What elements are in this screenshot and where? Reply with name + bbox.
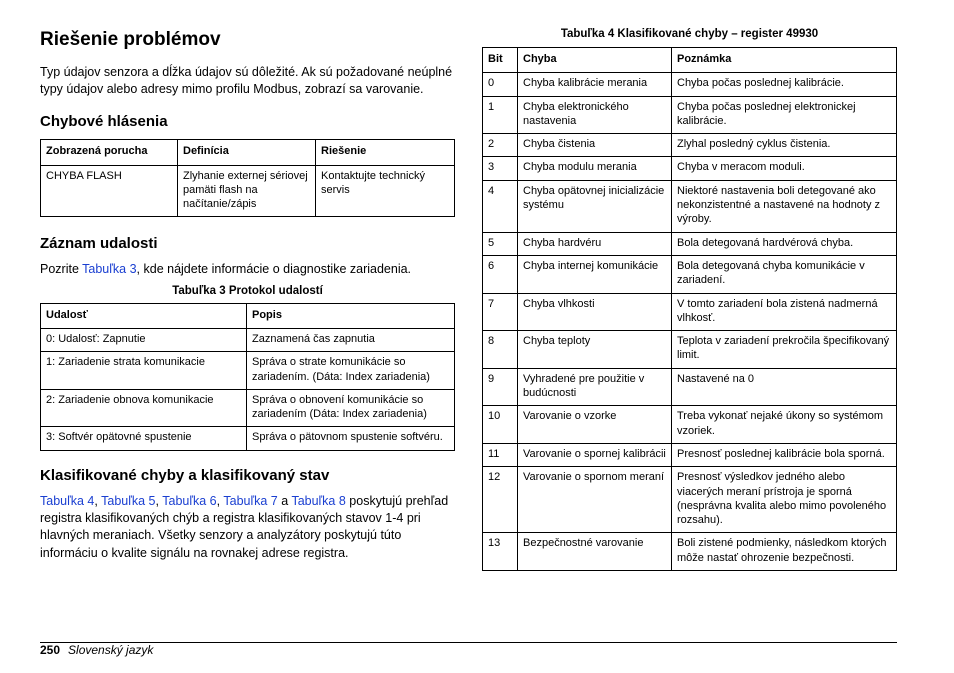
separator: , xyxy=(216,493,224,508)
table-cell: 6 xyxy=(483,255,518,293)
table-row xyxy=(483,255,897,293)
paragraph-text: Pozrite xyxy=(40,262,83,277)
table-3-caption: Tabuľka 3 Protokol udalostí xyxy=(172,284,323,297)
column-header: Popis xyxy=(247,303,455,328)
table-cell: Chyba vlhkosti xyxy=(518,293,672,331)
separator: a xyxy=(277,493,292,508)
column-header: Bit xyxy=(483,48,518,73)
table-cell: Chyba počas poslednej elektronickej kalibrácie. xyxy=(672,96,897,134)
table-row xyxy=(483,134,897,157)
table-cell: 10 xyxy=(483,406,518,444)
table-cell: 12 xyxy=(483,467,518,533)
table-cell: 2: Zariadenie obnova komunikacie xyxy=(41,389,247,427)
table-cell: Chyba modulu merania xyxy=(518,157,672,180)
table-cell: 13 xyxy=(483,533,518,571)
table-cell: Chyba kalibrácie merania xyxy=(518,73,672,96)
table-row xyxy=(41,165,455,217)
event-log-table xyxy=(40,303,455,451)
table-header-row xyxy=(483,48,897,73)
table-8-link[interactable]: Tabuľka 8 xyxy=(291,493,346,508)
classified-errors-table xyxy=(482,47,897,571)
table-3-link[interactable]: Tabuľka 3 xyxy=(82,262,137,277)
table-5-link[interactable]: Tabuľka 5 xyxy=(101,493,156,508)
table-cell: Bezpečnostné varovanie xyxy=(518,533,672,571)
table-row xyxy=(483,443,897,466)
table-cell: 1 xyxy=(483,96,518,134)
table-cell: Niektoré nastavenia boli detegované ako nekonzistentné a nastavené na hodnoty z výroby. xyxy=(672,180,897,232)
table-row xyxy=(41,427,455,450)
table-4-link[interactable]: Tabuľka 4 xyxy=(40,493,95,508)
left-column xyxy=(40,28,455,562)
page-heading: Riešenie problémov xyxy=(40,29,221,50)
column-header: Definícia xyxy=(178,140,316,165)
intro-paragraph: Typ údajov senzora a dĺžka údajov sú dôležité. Ak sú požadované neúplné typy údajov alebo adresy mimo profilu Modbus, zobrazí sa varovanie. xyxy=(40,64,453,96)
table-cell: Teplota v zariadení prekročila špecifikovaný limit. xyxy=(672,331,897,369)
separator: , xyxy=(94,493,102,508)
column-header: Chyba xyxy=(518,48,672,73)
table-cell: Varovanie o spornej kalibrácii xyxy=(518,443,672,466)
footer-divider xyxy=(40,642,897,643)
table-row xyxy=(483,467,897,533)
error-messages-table xyxy=(40,139,455,217)
table-cell: Boli zistené podmienky, následkom ktorých môže nastať ohrozenie bezpečnosti. xyxy=(672,533,897,571)
table-4-caption: Tabuľka 4 Klasifikované chyby – register 49930 xyxy=(560,28,819,40)
table-header-row xyxy=(41,140,455,165)
right-column xyxy=(482,28,897,571)
table-7-link[interactable]: Tabuľka 7 xyxy=(223,493,278,508)
table-cell: 4 xyxy=(483,180,518,232)
page-number: 250 xyxy=(40,643,61,657)
table-cell: 1: Zariadenie strata komunikacie xyxy=(41,352,247,390)
separator: , xyxy=(155,493,163,508)
event-log-heading: Záznam udalosti xyxy=(40,235,158,253)
table-cell: 3: Softvér opätovné spustenie xyxy=(41,427,247,450)
table-row xyxy=(483,157,897,180)
event-log-paragraph xyxy=(40,261,455,278)
footer-language: Slovenský jazyk xyxy=(68,643,154,657)
table-row xyxy=(483,533,897,571)
table-cell: V tomto zariadení bola zistená nadmerná vlhkosť. xyxy=(672,293,897,331)
table-cell: Chyba opätovnej inicializácie systému xyxy=(518,180,672,232)
table-cell: Chyba teploty xyxy=(518,331,672,369)
table-cell: Správa o pätovnom spustenie softvéru. xyxy=(247,427,455,450)
table-cell: Varovanie o vzorke xyxy=(518,406,672,444)
table-cell: Zaznamená čas zapnutia xyxy=(247,328,455,351)
column-header: Udalosť xyxy=(41,303,247,328)
table-cell: Presnosť výsledkov jedného alebo viacerých meraní prístroja je sporná (nesprávna kvalita alebo mimo povoleného rozsahu). xyxy=(672,467,897,533)
table-cell: Zlyhanie externej sériovej pamäti flash na načítanie/zápis xyxy=(178,165,316,217)
table-row xyxy=(41,389,455,427)
table-cell: 11 xyxy=(483,443,518,466)
table-cell: Zlyhal posledný cyklus čistenia. xyxy=(672,134,897,157)
table-cell: Nastavené na 0 xyxy=(672,368,897,406)
table-cell: Chyba počas poslednej kalibrácie. xyxy=(672,73,897,96)
table-row xyxy=(483,73,897,96)
column-header: Zobrazená porucha xyxy=(41,140,178,165)
table-row xyxy=(483,368,897,406)
table-6-link[interactable]: Tabuľka 6 xyxy=(162,493,217,508)
error-messages-heading: Chybové hlásenia xyxy=(40,113,168,131)
table-cell: Chyba hardvéru xyxy=(518,232,672,255)
table-cell: Správa o obnovení komunikácie so zariadením (Dáta: Index zariadenia) xyxy=(247,389,455,427)
table-cell: 3 xyxy=(483,157,518,180)
table-row xyxy=(483,232,897,255)
table-row xyxy=(483,180,897,232)
table-cell: 9 xyxy=(483,368,518,406)
table-cell: 0: Udalosť: Zapnutie xyxy=(41,328,247,351)
table-row xyxy=(41,328,455,351)
table-cell: Vyhradené pre použitie v budúcnosti xyxy=(518,368,672,406)
paragraph-text: , kde nájdete informácie o diagnostike zariadenia. xyxy=(136,262,412,277)
table-cell: Presnosť poslednej kalibrácie bola sporná. xyxy=(672,443,897,466)
table-cell: Treba vykonať nejaké úkony so systémom vzoriek. xyxy=(672,406,897,444)
table-header-row xyxy=(41,303,455,328)
table-cell: 0 xyxy=(483,73,518,96)
column-header: Riešenie xyxy=(316,140,455,165)
table-cell: Chyba v meracom moduli. xyxy=(672,157,897,180)
table-cell: Bola detegovaná hardvérová chyba. xyxy=(672,232,897,255)
table-row xyxy=(483,96,897,134)
classified-errors-paragraph xyxy=(40,493,455,562)
table-row xyxy=(483,293,897,331)
table-cell: Správa o strate komunikácie so zariadením. (Dáta: Index zariadenia) xyxy=(247,352,455,390)
table-cell: Kontaktujte technický servis xyxy=(316,165,455,217)
table-cell: Varovanie o spornom meraní xyxy=(518,467,672,533)
table-cell: 8 xyxy=(483,331,518,369)
table-cell: 7 xyxy=(483,293,518,331)
table-cell: 5 xyxy=(483,232,518,255)
table-cell: CHYBA FLASH xyxy=(41,165,178,217)
table-row xyxy=(483,406,897,444)
table-cell: Chyba internej komunikácie xyxy=(518,255,672,293)
table-cell: Bola detegovaná chyba komunikácie v zariadení. xyxy=(672,255,897,293)
paragraph-text: poskytujú prehľad registra klasifikovaných chýb a registra klasifikovaných stavov 1-4 pri hlavných meraniach. Všetky senzory a analyzátory poskytujú túto informáciu o kvalite signálu na rovnakej adrese registra. xyxy=(40,493,449,560)
table-cell: Chyba čistenia xyxy=(518,134,672,157)
table-row xyxy=(483,331,897,369)
column-header: Poznámka xyxy=(672,48,897,73)
table-cell: Chyba elektronického nastavenia xyxy=(518,96,672,134)
classified-errors-heading: Klasifikované chyby a klasifikovaný stav xyxy=(40,466,330,484)
page-footer xyxy=(40,643,153,657)
table-cell: 2 xyxy=(483,134,518,157)
table-row xyxy=(41,352,455,390)
